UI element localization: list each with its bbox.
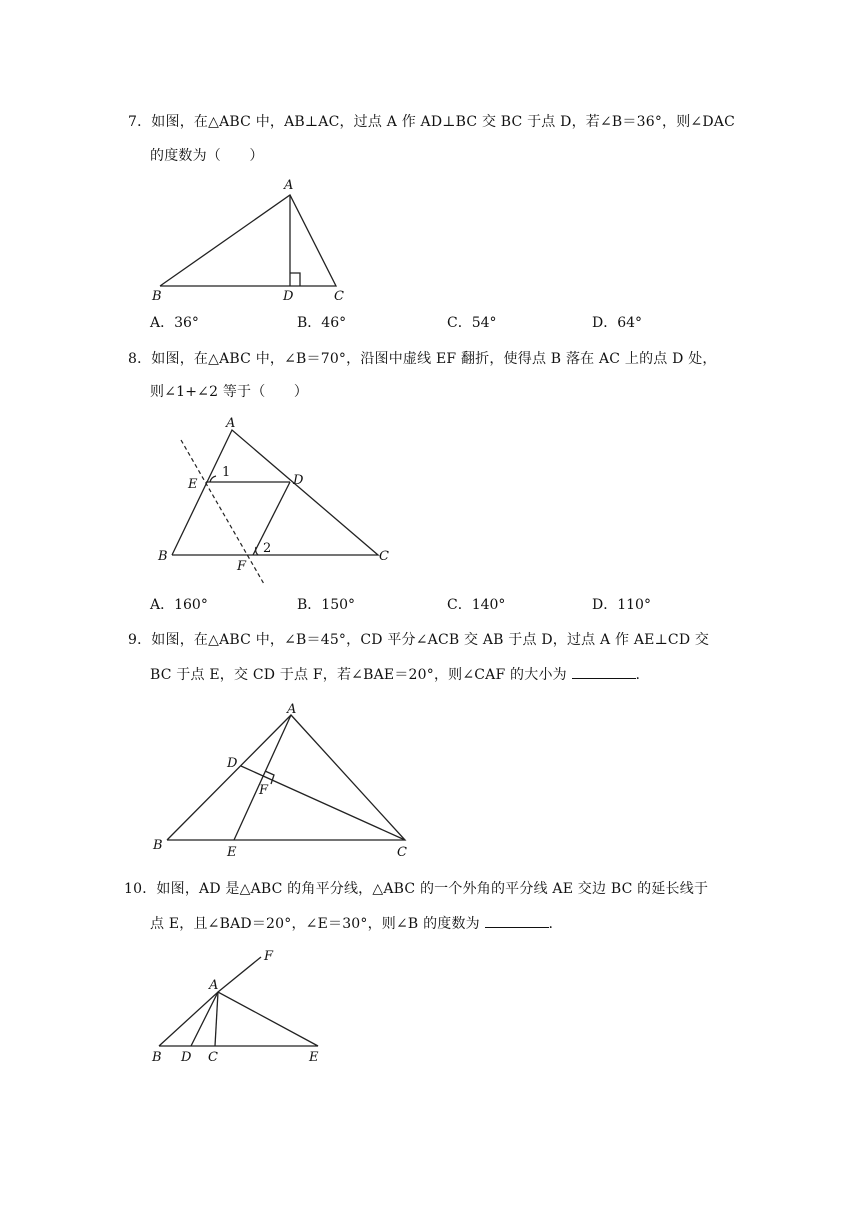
q9-label-e: E xyxy=(227,845,237,860)
q9-stem-line2 xyxy=(150,664,640,685)
q8-label-b: B xyxy=(158,549,168,564)
q7-choice-b[interactable]: B．46° xyxy=(297,315,347,331)
q8-label-f: F xyxy=(237,559,247,574)
q8-label-e: E xyxy=(188,477,198,492)
q7-triangle xyxy=(160,195,336,286)
q8-label-d: D xyxy=(293,473,304,488)
q7-choices xyxy=(150,313,750,333)
q10-label-e: E xyxy=(309,1050,319,1065)
q8-label-a: A xyxy=(226,416,236,431)
q10-label-d: D xyxy=(181,1050,192,1065)
q7-choice-d[interactable]: D．64° xyxy=(592,315,643,331)
q10-stem-end: . xyxy=(548,916,554,932)
q9-stem-end: . xyxy=(635,667,641,683)
q8-choice-d[interactable]: D．110° xyxy=(592,597,651,613)
q9-figure xyxy=(145,697,425,867)
q8-choices xyxy=(150,595,750,615)
q9-label-f: F xyxy=(259,783,269,798)
q9-stem-line1: 9．如图，在△ABC 中，∠B＝45°，CD 平分∠ACB 交 AB 于点 D，过点 A 作 AE⊥CD 交 xyxy=(128,632,710,648)
q7-choice-a[interactable]: A．36° xyxy=(150,315,199,331)
q9-label-d: D xyxy=(227,756,238,771)
q10-triangle xyxy=(159,957,318,1046)
q10-label-b: B xyxy=(152,1050,162,1065)
q7-figure xyxy=(140,172,370,307)
q8-label-angle2: 2 xyxy=(263,541,272,556)
q7-choice-c[interactable]: C．54° xyxy=(447,315,497,331)
q7-label-a: A xyxy=(284,178,294,193)
q9-label-b: B xyxy=(153,838,163,853)
q10-stem-text: 点 E，且∠BAD＝20°，∠E＝30°，则∠B 的度数为 xyxy=(150,916,480,932)
q10-label-f: F xyxy=(264,949,274,964)
q8-stem-line1: 8．如图，在△ABC 中，∠B＝70°，沿图中虚线 EF 翻折，使得点 B 落在 AC 上的点 D 处， xyxy=(128,351,717,367)
q9-triangle xyxy=(167,715,405,840)
q8-label-angle1: 1 xyxy=(222,465,231,480)
q10-answer-blank[interactable] xyxy=(485,913,549,928)
q7-stem-line1: 7．如图，在△ABC 中，AB⊥AC，过点 A 作 AD⊥BC 交 BC 于点 D，若∠B＝36°，则∠DAC xyxy=(128,114,735,130)
q8-label-c: C xyxy=(379,549,389,564)
q8-triangle xyxy=(172,430,378,584)
q8-choice-c[interactable]: C．140° xyxy=(447,597,506,613)
q9-label-c: C xyxy=(397,845,407,860)
q7-stem-line2: 的度数为（ ） xyxy=(150,148,264,164)
q7-label-c: C xyxy=(334,289,344,304)
q9-label-a: A xyxy=(287,702,297,717)
q7-label-d: D xyxy=(283,289,294,304)
q10-stem-line2 xyxy=(150,913,553,934)
q10-label-a: A xyxy=(209,978,219,993)
q8-choice-a[interactable]: A．160° xyxy=(150,597,208,613)
q7-label-b: B xyxy=(152,289,162,304)
q9-stem-text: BC 于点 E，交 CD 于点 F，若∠BAE＝20°，则∠CAF 的大小为 xyxy=(150,667,567,683)
q8-choice-b[interactable]: B．150° xyxy=(297,597,356,613)
q8-figure xyxy=(150,412,410,592)
q8-fold-line xyxy=(181,440,264,584)
q9-answer-blank[interactable] xyxy=(572,664,636,679)
q10-label-c: C xyxy=(208,1050,218,1065)
q8-stem-line2: 则∠1+∠2 等于（ ） xyxy=(150,384,309,400)
q10-figure xyxy=(145,945,345,1070)
q10-stem-line1: 10．如图，AD 是△ABC 的角平分线，△ABC 的一个外角的平分线 AE 交边 BC 的延长线于 xyxy=(124,881,709,897)
